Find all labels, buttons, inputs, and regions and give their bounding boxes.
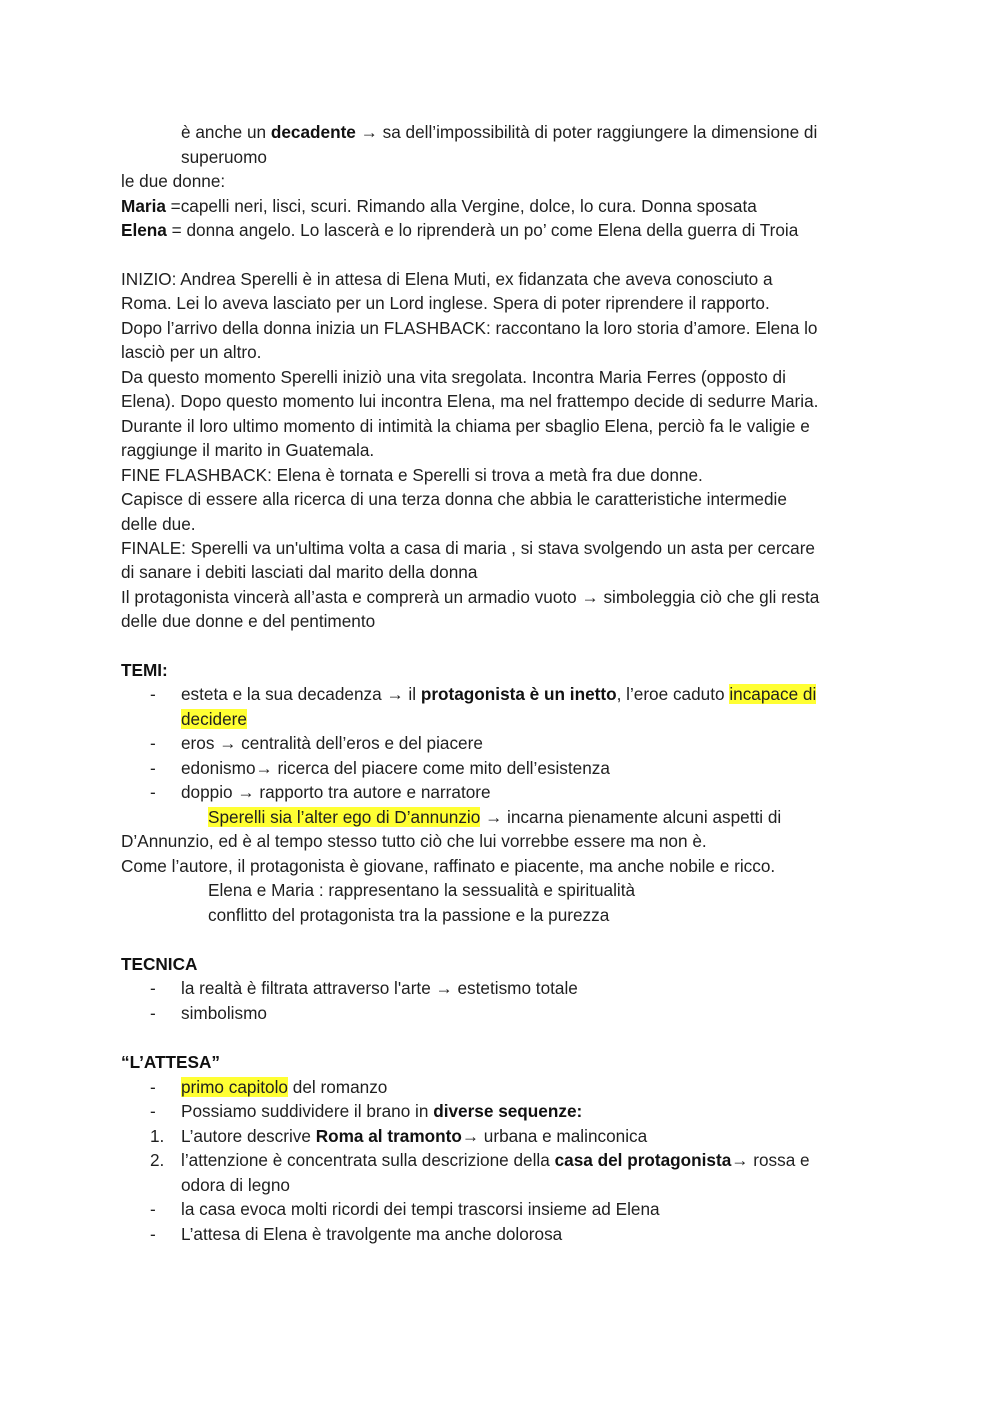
- temi-heading: TEMI:: [121, 660, 168, 680]
- attesa-item-sequenze: Possiamo suddividere il brano in diverse sequenze:: [181, 1101, 583, 1121]
- plot-line: Da questo momento Sperelli iniziò una vita sregolata. Incontra Maria Ferres (opposto di: [121, 367, 786, 387]
- attesa-seq-roma: L’autore descrive Roma al tramonto→ urbana e malinconica: [181, 1126, 648, 1146]
- bullet-dash: -: [150, 978, 156, 998]
- plot-line: Roma. Lei lo aveva lasciato per un Lord inglese. Spera di poter riprendere il rapporto.: [121, 293, 770, 313]
- tecnica-item: la realtà è filtrata attraverso l'arte → estetismo totale: [181, 978, 578, 998]
- temi-item-esteta-cont: decidere: [181, 709, 247, 729]
- list-number: 2.: [150, 1150, 165, 1170]
- temi-item-doppio: doppio → rapporto tra autore e narratore: [181, 782, 491, 802]
- plot-line: lasciò per un altro.: [121, 342, 262, 362]
- elena-line: Elena = donna angelo. Lo lascerà e lo riprenderà un po’ come Elena della guerra di Troia: [121, 220, 799, 240]
- plot-line: INIZIO: Andrea Sperelli è in attesa di Elena Muti, ex fidanzata che aveva conosciuto a: [121, 269, 773, 289]
- plot-line: di sanare i debiti lasciati dal marito della donna: [121, 562, 478, 582]
- plot-line: Elena). Dopo questo momento lui incontra Elena, ma nel frattempo decide di sedurre Maria.: [121, 391, 819, 411]
- bullet-dash: -: [150, 1224, 156, 1244]
- plot-line: Dopo l’arrivo della donna inizia un FLASHBACK: raccontano la loro storia d’amore. Elena lo: [121, 318, 818, 338]
- alter-ego-cont: D’Annunzio, ed è al tempo stesso tutto ciò che lui vorrebbe essere ma non è.: [121, 831, 707, 851]
- plot-line: Capisce di essere alla ricerca di una terza donna che abbia le caratteristiche intermedie: [121, 489, 787, 509]
- temi-item-eros: eros → centralità dell’eros e del piacere: [181, 733, 483, 753]
- plot-line: Durante il loro ultimo momento di intimità la chiama per sbaglio Elena, perciò fa le valigie e: [121, 416, 810, 436]
- autore-line: Come l’autore, il protagonista è giovane, raffinato e piacente, ma anche nobile e ricco.: [121, 856, 776, 876]
- plot-line: delle due.: [121, 514, 196, 534]
- bullet-dash: -: [150, 782, 156, 802]
- elena-maria-line: Elena e Maria : rappresentano la sessualità e spiritualità: [208, 880, 636, 900]
- plot-line: Il protagonista vincerà all’asta e comprerà un armadio vuoto → simboleggia ciò che gli resta: [121, 587, 820, 607]
- list-number: 1.: [150, 1126, 165, 1146]
- attesa-seq-casa-cont: odora di legno: [181, 1175, 290, 1195]
- due-donne-label: le due donne:: [121, 171, 226, 191]
- bullet-dash: -: [150, 733, 156, 753]
- intro-superuomo-line: superuomo: [181, 147, 267, 167]
- temi-item-esteta: esteta e la sua decadenza → il protagonista è un inetto, l’eroe caduto incapace di: [181, 684, 817, 704]
- intro-decadente-line: è anche un decadente → sa dell’impossibilità di poter raggiungere la dimensione di: [181, 122, 818, 142]
- bullet-dash: -: [150, 1077, 156, 1097]
- bullet-dash: -: [150, 1199, 156, 1219]
- plot-line: FINE FLASHBACK: Elena è tornata e Sperelli si trova a metà fra due donne.: [121, 465, 703, 485]
- bullet-dash: -: [150, 1101, 156, 1121]
- attesa-item-ricordi: la casa evoca molti ricordi dei tempi trascorsi insieme ad Elena: [181, 1199, 660, 1219]
- attesa-item-dolorosa: L’attesa di Elena è travolgente ma anche dolorosa: [181, 1224, 563, 1244]
- bullet-dash: -: [150, 1003, 156, 1023]
- tecnica-heading: TECNICA: [121, 954, 198, 974]
- alter-ego-line: Sperelli sia l’alter ego di D’annunzio → incarna pienamente alcuni aspetti di: [208, 807, 782, 827]
- plot-line: delle due donne e del pentimento: [121, 611, 376, 631]
- temi-item-edonismo: edonismo→ ricerca del piacere come mito dell’esistenza: [181, 758, 610, 778]
- bullet-dash: -: [150, 758, 156, 778]
- bullet-dash: -: [150, 684, 156, 704]
- attesa-heading: “L’ATTESA”: [121, 1052, 220, 1072]
- conflitto-line: conflitto del protagonista tra la passione e la purezza: [208, 905, 610, 925]
- tecnica-item: simbolismo: [181, 1003, 267, 1023]
- plot-line: FINALE: Sperelli va un'ultima volta a casa di maria , si stava svolgendo un asta per cercare: [121, 538, 815, 558]
- attesa-item-primo: primo capitolo del romanzo: [181, 1077, 388, 1097]
- maria-line: Maria =capelli neri, lisci, scuri. Rimando alla Vergine, dolce, lo cura. Donna sposata: [121, 196, 757, 216]
- plot-line: raggiunge il marito in Guatemala.: [121, 440, 375, 460]
- attesa-seq-casa: l’attenzione è concentrata sulla descrizione della casa del protagonista→ rossa e: [181, 1150, 810, 1170]
